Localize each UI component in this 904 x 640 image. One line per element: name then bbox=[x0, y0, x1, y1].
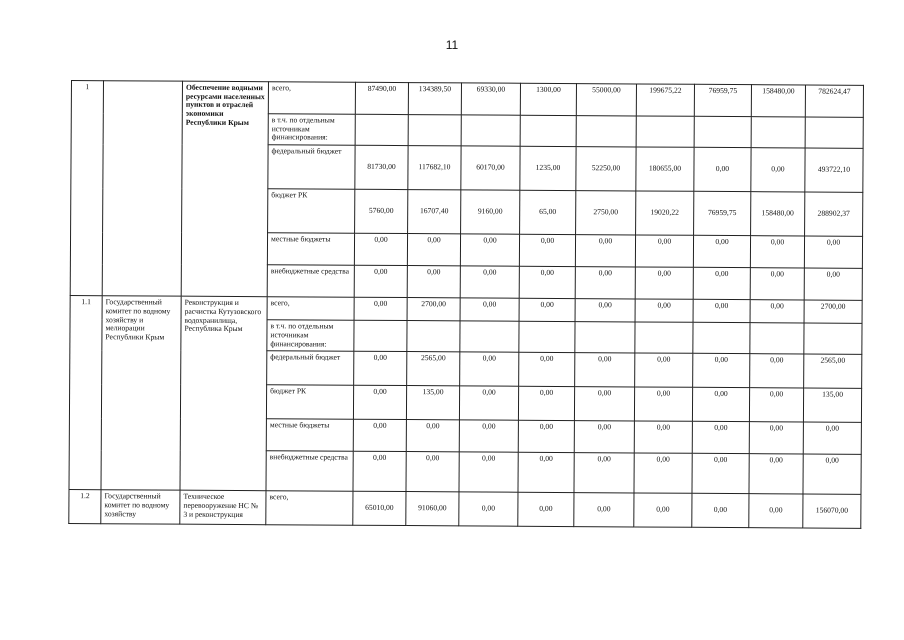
value-cell: 0,00 bbox=[749, 422, 803, 454]
row-label-local: местные бюджеты bbox=[267, 233, 354, 266]
measure-name: Обеспечение водными ресурсами населенных пунктов и отраслей экономики Республики Крым bbox=[181, 81, 268, 297]
row-label-federal: федеральный бюджет bbox=[267, 351, 354, 386]
page-number: 11 bbox=[445, 38, 459, 52]
value-cell: 0,00 bbox=[693, 354, 750, 388]
value-cell: 76959,75 bbox=[694, 191, 751, 235]
value-cell: 0,00 bbox=[354, 352, 407, 386]
value-cell: 0,00 bbox=[692, 388, 749, 422]
value-cell: 0,00 bbox=[634, 453, 692, 493]
row-label-local: местные бюджеты bbox=[266, 419, 353, 452]
value-cell: 0,00 bbox=[518, 421, 574, 453]
value-cell: 288902,37 bbox=[805, 192, 863, 236]
value-cell: 0,00 bbox=[693, 299, 750, 322]
value-cell: 0,00 bbox=[406, 420, 459, 452]
value-cell: 158480,00 bbox=[751, 85, 805, 117]
value-cell: 117682,10 bbox=[408, 146, 461, 190]
value-cell: 0,00 bbox=[574, 421, 634, 453]
value-cell: 2565,00 bbox=[804, 354, 862, 388]
row-label-federal: федеральный бюджет bbox=[268, 145, 355, 190]
value-cell: 0,00 bbox=[574, 493, 634, 527]
value-cell: 0,00 bbox=[353, 452, 406, 492]
value-cell: 0,00 bbox=[518, 387, 574, 421]
row-label-extra: внебюджетные средства bbox=[267, 265, 354, 298]
value-cell: 0,00 bbox=[459, 452, 518, 492]
value-cell: 493722,10 bbox=[805, 148, 863, 192]
value-cell: 65010,00 bbox=[353, 492, 406, 526]
value-cell: 0,00 bbox=[749, 454, 803, 494]
value-cell: 0,00 bbox=[635, 299, 693, 322]
value-cell: 0,00 bbox=[750, 236, 804, 268]
table-row bbox=[69, 490, 861, 529]
value-cell: 0,00 bbox=[519, 353, 575, 387]
value-cell: 0,00 bbox=[460, 234, 519, 266]
value-cell: 0,00 bbox=[574, 453, 634, 493]
value-cell: 134389,50 bbox=[408, 83, 461, 115]
row-label-incl: в т.ч. по отдельным источникам финансирования: bbox=[268, 114, 355, 146]
value-cell: 0,00 bbox=[353, 420, 406, 452]
value-cell: 0,00 bbox=[460, 266, 519, 298]
value-cell: 81730,00 bbox=[355, 145, 408, 189]
row-label-incl: в т.ч. по отдельным источникам финансирования: bbox=[267, 320, 354, 352]
value-cell: 0,00 bbox=[354, 265, 407, 297]
measure-name: Техническое перевооружение НС № 3 и реконструкция bbox=[180, 490, 266, 525]
value-cell: 2700,00 bbox=[407, 298, 460, 321]
value-cell: 0,00 bbox=[694, 147, 751, 191]
value-cell: 0,00 bbox=[692, 494, 749, 528]
value-cell: 0,00 bbox=[634, 493, 692, 527]
value-cell: 0,00 bbox=[575, 235, 635, 267]
row-label-total: всего, bbox=[267, 297, 354, 321]
value-cell: 0,00 bbox=[518, 493, 574, 527]
value-cell: 0,00 bbox=[804, 268, 862, 300]
value-cell: 0,00 bbox=[459, 492, 518, 526]
value-cell: 0,00 bbox=[459, 386, 518, 420]
value-cell: 1300,00 bbox=[520, 83, 576, 115]
value-cell: 16707,40 bbox=[408, 190, 461, 234]
value-cell: 0,00 bbox=[750, 300, 804, 323]
value-cell: 156070,00 bbox=[803, 494, 861, 528]
value-cell: 0,00 bbox=[574, 387, 634, 421]
value-cell: 0,00 bbox=[407, 234, 460, 266]
value-cell: 5760,00 bbox=[355, 189, 408, 233]
value-cell: 0,00 bbox=[635, 267, 693, 299]
responsible-org: Государственный комитет по водному хозяйству bbox=[101, 490, 180, 524]
value-cell: 0,00 bbox=[634, 387, 692, 421]
table-row bbox=[70, 296, 862, 324]
value-cell: 0,00 bbox=[575, 299, 635, 322]
row-label-rk: бюджет РК bbox=[268, 189, 355, 234]
value-cell: 0,00 bbox=[693, 267, 750, 299]
value-cell: 135,00 bbox=[803, 388, 861, 422]
value-cell: 782624,47 bbox=[805, 85, 863, 117]
value-cell: 0,00 bbox=[751, 148, 805, 192]
value-cell: 0,00 bbox=[750, 268, 804, 300]
measure-name: Реконструкция и расчистка Кутузовского водохранилища, Республика Крым bbox=[180, 296, 267, 491]
value-cell: 9160,00 bbox=[461, 190, 520, 234]
value-cell: 2700,00 bbox=[804, 300, 862, 323]
value-cell: 55000,00 bbox=[576, 84, 636, 116]
value-cell: 0,00 bbox=[804, 236, 862, 268]
value-cell: 0,00 bbox=[519, 266, 575, 298]
value-cell: 2750,00 bbox=[576, 191, 636, 235]
section-number: 1 bbox=[70, 81, 103, 296]
value-cell: 0,00 bbox=[803, 454, 861, 494]
value-cell: 0,00 bbox=[575, 267, 635, 299]
value-cell: 158480,00 bbox=[751, 192, 805, 236]
value-cell: 0,00 bbox=[519, 298, 575, 321]
section-number: 1.2 bbox=[69, 490, 101, 524]
table-row bbox=[71, 81, 863, 118]
value-cell: 19020,22 bbox=[636, 191, 694, 235]
value-cell: 0,00 bbox=[407, 266, 460, 298]
value-cell: 180655,00 bbox=[636, 147, 694, 191]
value-cell: 0,00 bbox=[749, 388, 803, 422]
value-cell: 52250,00 bbox=[576, 147, 636, 191]
value-cell: 0,00 bbox=[693, 235, 750, 267]
row-label-total: всего, bbox=[268, 82, 355, 115]
value-cell: 0,00 bbox=[634, 421, 692, 453]
value-cell: 87490,00 bbox=[355, 82, 408, 114]
row-label-total: всего, bbox=[266, 491, 353, 526]
value-cell: 65,00 bbox=[520, 190, 576, 234]
value-cell: 0,00 bbox=[750, 354, 804, 388]
row-label-rk: бюджет РК bbox=[266, 385, 353, 420]
value-cell: 2565,00 bbox=[407, 352, 460, 386]
value-cell: 0,00 bbox=[460, 352, 519, 386]
value-cell: 0,00 bbox=[353, 386, 406, 420]
section-number: 1.1 bbox=[69, 296, 102, 490]
value-cell: 60170,00 bbox=[461, 146, 520, 190]
value-cell: 91060,00 bbox=[406, 492, 459, 526]
value-cell: 0,00 bbox=[692, 454, 749, 494]
value-cell: 0,00 bbox=[354, 233, 407, 265]
responsible-org bbox=[102, 81, 182, 297]
value-cell: 0,00 bbox=[459, 420, 518, 452]
row-label-extra: внебюджетные средства bbox=[266, 451, 353, 492]
value-cell: 1235,00 bbox=[520, 146, 576, 190]
value-cell: 0,00 bbox=[406, 452, 459, 492]
value-cell: 0,00 bbox=[749, 494, 803, 528]
value-cell: 0,00 bbox=[519, 234, 575, 266]
value-cell: 76959,75 bbox=[694, 84, 751, 116]
value-cell: 0,00 bbox=[518, 453, 574, 493]
value-cell: 0,00 bbox=[692, 422, 749, 454]
value-cell: 0,00 bbox=[354, 297, 407, 320]
value-cell: 0,00 bbox=[635, 353, 693, 387]
value-cell: 199675,22 bbox=[636, 84, 694, 116]
value-cell: 0,00 bbox=[635, 235, 693, 267]
value-cell: 0,00 bbox=[803, 422, 861, 454]
value-cell: 0,00 bbox=[575, 353, 635, 387]
value-cell: 0,00 bbox=[460, 298, 519, 321]
value-cell: 69330,00 bbox=[461, 83, 520, 115]
responsible-org: Государственный комитет по водному хозяйству и мелиорации Республики Крым bbox=[101, 296, 181, 491]
value-cell: 135,00 bbox=[406, 386, 459, 420]
funding-table bbox=[68, 80, 864, 529]
